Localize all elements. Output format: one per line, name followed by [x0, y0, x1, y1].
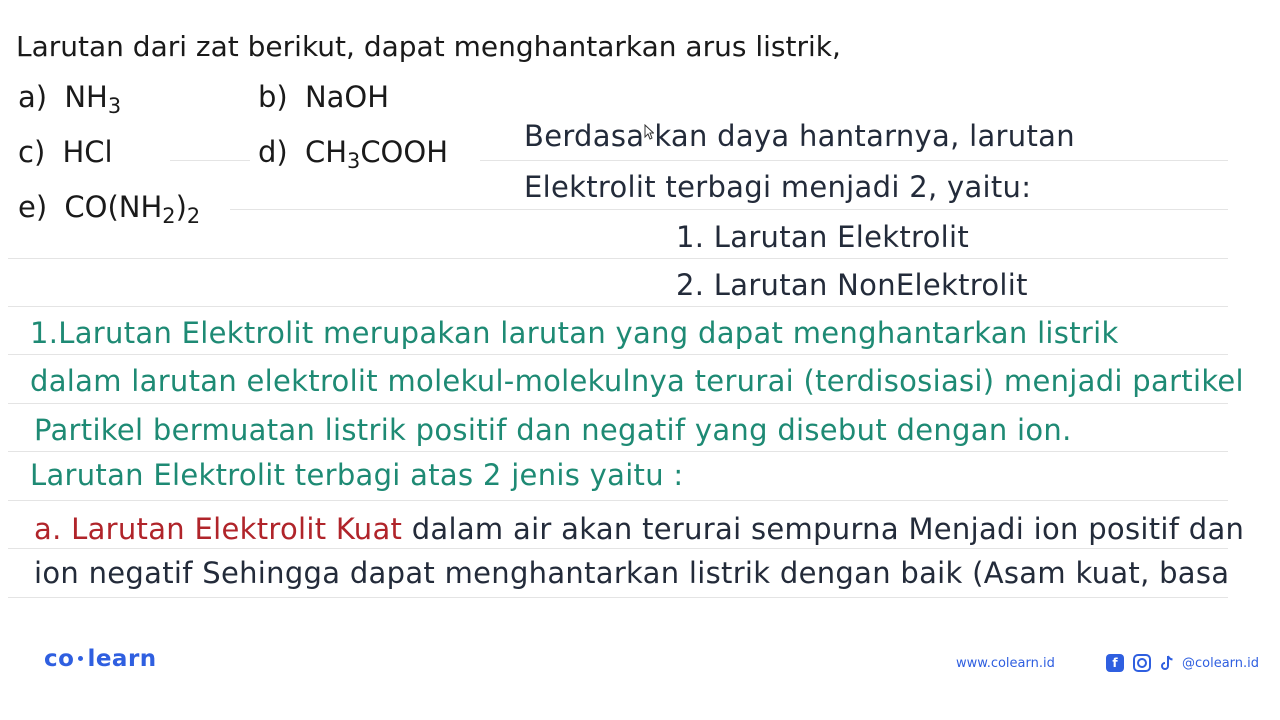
option-c: [18, 135, 113, 169]
formula-text: HCl: [62, 135, 113, 169]
formula-subscript: 2: [162, 203, 176, 228]
rule-line: [8, 597, 1228, 598]
formula-text: NaOH: [304, 80, 390, 114]
colearn-logo: co learn: [44, 646, 157, 672]
option-letter: c): [18, 135, 46, 169]
list-item: 1. Larutan Elektrolit: [676, 220, 970, 254]
definition-line-1: 1.Larutan Elektrolit merupakan larutan yang dapat menghantarkan listrik: [30, 316, 1119, 350]
definition-line-4: Larutan Elektrolit terbagi atas 2 jenis yaitu :: [30, 458, 684, 492]
definition-line-2: dalam larutan elektrolit molekul-molekulnya terurai (terdisosiasi) menjadi partikel: [30, 364, 1244, 398]
formula-subscript: 3: [107, 93, 122, 118]
option-a: [18, 80, 122, 118]
option-formula: [305, 80, 389, 114]
option-formula: [62, 135, 112, 169]
instagram-icon[interactable]: [1133, 654, 1151, 672]
formula-subscript: 3: [347, 148, 361, 173]
mouse-cursor-icon: [644, 113, 654, 129]
rule-line: [8, 354, 1228, 355]
strong-electrolyte-line: a. Larutan Elektrolit Kuat dalam air akan terurai sempurna Menjadi ion positif dan: [34, 512, 1245, 546]
formula-text: ): [175, 190, 187, 224]
question-intro: Larutan dari zat berikut, dapat menghantarkan arus listrik,: [16, 30, 841, 63]
formula-text: CO(NH: [64, 190, 163, 224]
facebook-icon[interactable]: f: [1106, 654, 1124, 672]
option-formula: [64, 190, 201, 228]
option-letter: b): [258, 80, 288, 114]
option-letter: d): [258, 135, 288, 169]
rule-line: [8, 306, 1228, 307]
formula-subscript: 2: [186, 203, 201, 228]
formula-text: CH: [304, 135, 348, 169]
option-formula: [304, 135, 449, 173]
note-line-2: Elektrolit terbagi menjadi 2, yaitu:: [524, 170, 1032, 204]
rule-line: [170, 160, 250, 161]
option-d: [258, 135, 449, 173]
list-item: 2. Larutan NonElektrolit: [676, 268, 1028, 302]
definition-line-3: Partikel bermuatan listrik positif dan negatif yang disebut dengan ion.: [34, 413, 1072, 447]
tiktok-icon[interactable]: [1158, 654, 1176, 672]
option-e: [18, 190, 201, 228]
rule-line: [8, 451, 1228, 452]
formula-text: NH: [64, 80, 108, 114]
rule-line: [8, 258, 1228, 259]
note-line-1: Berdasa kan daya hantarnya, larutan: [524, 113, 1075, 153]
rule-line: [230, 209, 1228, 210]
formula-text: COOH: [360, 135, 449, 169]
rule-line: [8, 403, 1228, 404]
option-letter: e): [18, 190, 48, 224]
logo-dot: [78, 656, 83, 661]
option-b: [258, 80, 389, 114]
rule-line: [8, 500, 1228, 501]
rule-line: [480, 160, 1228, 161]
option-formula: [64, 80, 122, 118]
option-letter: a): [18, 80, 48, 114]
social-handle[interactable]: @colearn.id: [1182, 656, 1260, 671]
strong-electrolyte-line-2: ion negatif Sehingga dapat menghantarkan listrik dengan baik (Asam kuat, basa: [34, 556, 1230, 590]
website-link[interactable]: www.colearn.id: [956, 656, 1055, 671]
rule-line: [8, 548, 1228, 549]
strong-electrolyte-label: a. Larutan Elektrolit Kuat: [34, 512, 403, 546]
